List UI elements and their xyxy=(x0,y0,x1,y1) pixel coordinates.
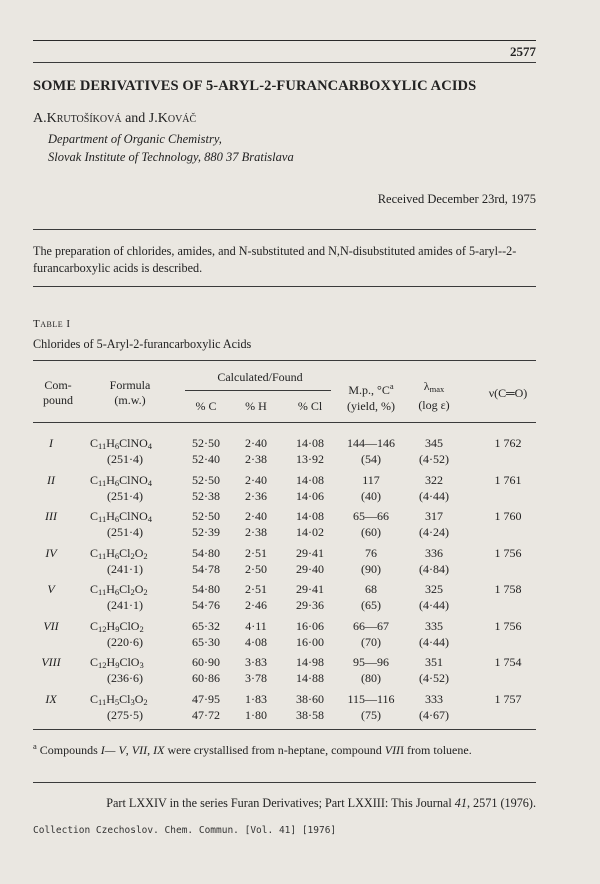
found-cl: 14·02 xyxy=(296,525,324,539)
log-epsilon: (4·44) xyxy=(419,634,449,649)
article-title: SOME DERIVATIVES OF 5-ARYL-2-FURANCARBOXYLIC ACIDS xyxy=(33,78,477,94)
molecular-weight: (275·5) xyxy=(107,707,143,722)
abstract-top-rule xyxy=(33,229,536,230)
collection-footer: Collection Czechoslov. Chem. Commun. [Vol. 41] [1976] xyxy=(33,825,337,836)
calc-h: 2·40 xyxy=(245,472,267,487)
top-rule xyxy=(33,40,536,41)
yield: (65) xyxy=(361,598,381,612)
found-h: 2·38 xyxy=(245,452,267,466)
header-compound: Com- pound xyxy=(43,378,73,407)
found-h: 3·78 xyxy=(245,671,267,685)
found-h: 1·80 xyxy=(245,707,267,722)
melting-point: 65—66 xyxy=(353,509,389,523)
header-c: % C xyxy=(195,399,217,413)
molecular-weight: (251·4) xyxy=(107,488,143,503)
received-date: Received December 23rd, 1975 xyxy=(377,192,536,206)
found-cl: 16·00 xyxy=(296,634,324,649)
calc-c: 52·50 xyxy=(192,509,220,523)
compound-id: VII xyxy=(43,618,59,633)
found-h: 2·46 xyxy=(245,598,267,612)
header-mp: M.p., $^\circ C^a$ (yield, %) xyxy=(347,381,395,413)
melting-point: 144—146 xyxy=(347,436,395,450)
formula: $C_{12}H_9ClO_2$ xyxy=(90,618,144,634)
compound-id: VIII xyxy=(41,655,61,669)
log-epsilon: (4·67) xyxy=(419,707,449,722)
calc-cl: 14·08 xyxy=(296,509,324,523)
melting-point: 68 xyxy=(365,582,377,596)
molecular-weight: (251·4) xyxy=(107,452,143,466)
header-nu: ν(C═O) xyxy=(488,386,528,400)
nu-co: 1 760 xyxy=(494,509,522,523)
yield: (60) xyxy=(361,525,381,539)
compound-id: IX xyxy=(45,691,57,706)
formula: $C_{11}H_6Cl_2O_2$ xyxy=(90,582,148,597)
found-cl: 29·40 xyxy=(296,561,324,576)
melting-point: 115—116 xyxy=(347,691,395,706)
found-c: 54·76 xyxy=(192,598,220,612)
calc-c: 65·32 xyxy=(192,618,220,633)
found-c: 47·72 xyxy=(192,707,220,722)
yield: (40) xyxy=(361,488,381,503)
abstract: The preparation of chlorides, amides, and N-substituted and N,N-disubstituted amides of 5-aryl--2-furancarboxylic acids is described. xyxy=(33,244,517,275)
calc-c: 52·50 xyxy=(192,472,220,487)
table-bottom-rule xyxy=(33,729,536,730)
calc-h: 2·40 xyxy=(245,509,267,523)
calc-cl: 14·08 xyxy=(296,436,324,450)
formula: $C_{11}H_5Cl_3O_2$ xyxy=(90,691,148,707)
formula: $C_{12}H_9ClO_3$ xyxy=(90,655,144,670)
lambda-max: 317 xyxy=(425,509,443,523)
found-h: 2·36 xyxy=(245,488,267,503)
found-c: 60·86 xyxy=(192,671,220,685)
calc-h: 1·83 xyxy=(245,691,267,706)
found-cl: 38·58 xyxy=(296,707,324,722)
calc-h: 3·83 xyxy=(245,655,267,669)
log-epsilon: (4·24) xyxy=(419,525,449,539)
found-h: 2·38 xyxy=(245,525,267,539)
molecular-weight: (241·1) xyxy=(107,598,143,612)
lambda-max: 336 xyxy=(425,545,443,560)
log-epsilon: (4·84) xyxy=(419,561,449,576)
compound-id: IV xyxy=(45,545,57,560)
found-h: 2·50 xyxy=(245,561,267,576)
abstract-bottom-rule xyxy=(33,286,536,287)
molecular-weight: (241·1) xyxy=(107,561,143,576)
calc-c: 54·80 xyxy=(192,545,220,560)
calc-h: 4·11 xyxy=(245,618,267,633)
affiliation-line-1: Department of Organic Chemistry, xyxy=(48,132,222,146)
log-epsilon: (4·52) xyxy=(419,671,449,685)
melting-point: 66—67 xyxy=(353,618,389,633)
molecular-weight: (236·6) xyxy=(107,671,143,685)
lambda-max: 325 xyxy=(425,582,443,596)
compound-id: III xyxy=(45,509,57,523)
page-number: 2577 xyxy=(510,44,536,59)
calc-cl: 38·60 xyxy=(296,691,324,706)
table-footnote: $^a$ Compounds I— V, VII, IX were crystallised from n-heptane, compound VIII from toluene. xyxy=(33,741,472,757)
calc-c: 60·90 xyxy=(192,655,220,669)
nu-co: 1 758 xyxy=(494,582,522,596)
molecular-weight: (251·4) xyxy=(107,525,143,539)
found-c: 54·78 xyxy=(192,561,220,576)
compound-id: V xyxy=(47,582,55,596)
nu-co: 1 757 xyxy=(494,691,522,706)
lambda-max: 335 xyxy=(425,618,443,633)
compound-id: II xyxy=(47,472,55,487)
nu-co: 1 761 xyxy=(494,472,522,487)
log-epsilon: (4·52) xyxy=(419,452,449,466)
found-cl: 14·88 xyxy=(296,671,324,685)
nu-co: 1 754 xyxy=(494,655,522,669)
table-caption: Chlorides of 5-Aryl-2-furancarboxylic Acids xyxy=(33,337,252,351)
authors: A.Krutošíková and J.Kováč xyxy=(33,111,197,126)
formula: $C_{11}H_6ClNO_4$ xyxy=(90,436,153,451)
header-h: % H xyxy=(245,399,267,413)
lambda-max: 322 xyxy=(425,472,443,487)
lambda-max: 333 xyxy=(425,691,443,706)
formula: $C_{11}H_6ClNO_4$ xyxy=(90,509,153,524)
calc-c: 47·95 xyxy=(192,691,220,706)
log-epsilon: (4·44) xyxy=(419,488,449,503)
yield: (80) xyxy=(361,671,381,685)
calc-h: 2·51 xyxy=(245,582,267,596)
calc-cl: 14·08 xyxy=(296,472,324,487)
calc-c: 54·80 xyxy=(192,582,220,596)
calc-cl: 29·41 xyxy=(296,545,324,560)
table-top-rule xyxy=(33,360,536,361)
yield: (90) xyxy=(361,561,381,576)
yield: (75) xyxy=(361,707,381,722)
nu-co: 1 756 xyxy=(494,618,522,633)
series-top-rule xyxy=(33,782,536,783)
lambda-max: 351 xyxy=(425,655,443,669)
calc-found-rule xyxy=(185,390,331,391)
molecular-weight: (220·6) xyxy=(107,634,143,649)
lambda-max: 345 xyxy=(425,436,443,450)
nu-co: 1 756 xyxy=(494,545,522,560)
found-c: 52·40 xyxy=(192,452,220,466)
found-h: 4·08 xyxy=(245,634,267,649)
header-rule xyxy=(33,62,536,63)
affiliation-line-2: Slovak Institute of Technology, 880 37 Bratislava xyxy=(48,150,294,164)
calc-cl: 29·41 xyxy=(296,582,324,596)
formula: $C_{11}H_6Cl_2O_2$ xyxy=(90,545,148,561)
yield: (70) xyxy=(361,634,381,649)
melting-point: 95—96 xyxy=(353,655,389,669)
calc-cl: 14·98 xyxy=(296,655,324,669)
header-lambda: $\lambda_{max}$ (log ε) xyxy=(418,379,450,412)
calc-h: 2·51 xyxy=(245,545,267,560)
formula: $C_{11}H_6ClNO_4$ xyxy=(90,472,153,488)
found-c: 65·30 xyxy=(192,634,220,649)
found-c: 52·39 xyxy=(192,525,220,539)
found-cl: 13·92 xyxy=(296,452,324,466)
calc-h: 2·40 xyxy=(245,436,267,450)
melting-point: 76 xyxy=(365,545,377,560)
header-calc-found: Calculated/Found xyxy=(217,370,303,384)
found-cl: 29·36 xyxy=(296,598,324,612)
found-c: 52·38 xyxy=(192,488,220,503)
melting-point: 117 xyxy=(362,472,380,487)
yield: (54) xyxy=(361,452,381,466)
nu-co: 1 762 xyxy=(494,436,522,450)
table-label: Table I xyxy=(33,318,71,330)
table-header-rule xyxy=(33,422,536,423)
found-cl: 14·06 xyxy=(296,488,324,503)
calc-cl: 16·06 xyxy=(296,618,324,633)
calc-c: 52·50 xyxy=(192,436,220,450)
log-epsilon: (4·44) xyxy=(419,598,449,612)
series-note: Part LXXIV in the series Furan Derivatives; Part LXXIII: This Journal 41, 2571 (1976). xyxy=(106,796,536,810)
header-formula: Formula (m.w.) xyxy=(109,378,151,407)
compound-id: I xyxy=(49,436,53,450)
header-cl: % Cl xyxy=(297,399,323,413)
